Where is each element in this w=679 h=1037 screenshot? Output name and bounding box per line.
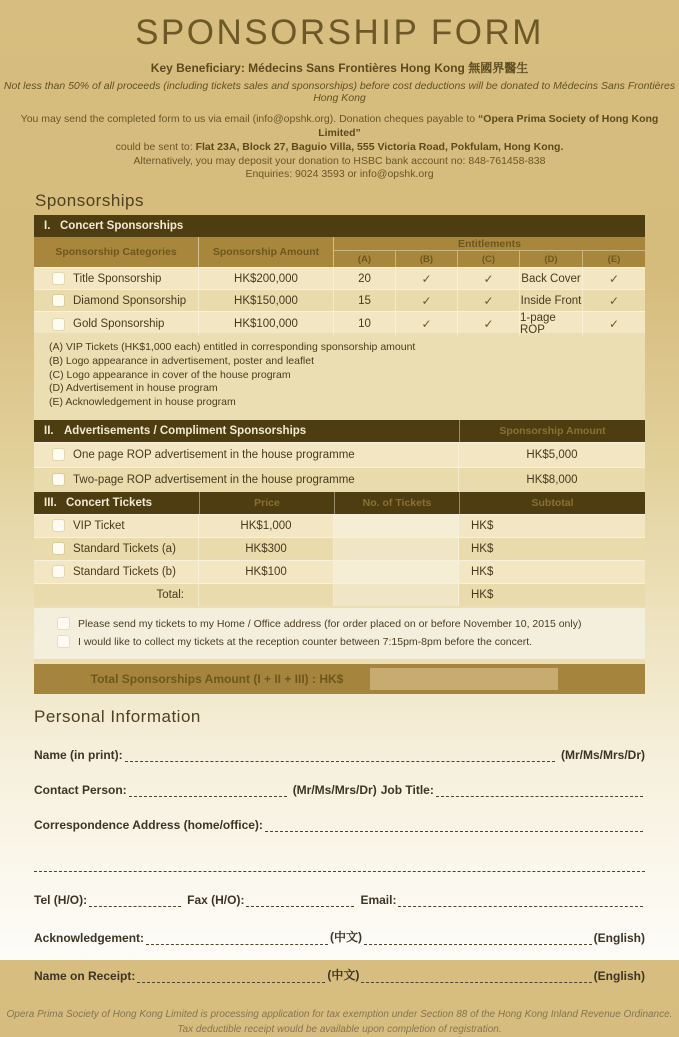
section1-header [34,215,645,237]
option-label: I would like to collect my tickets at the reception counter between 7:15pm-8pm before the concert. [78,635,533,648]
checkmark-icon: ✓ [396,312,458,336]
diamond-sponsorship-checkbox[interactable] [53,295,64,306]
ticket-label: Standard Tickets (b) [73,565,176,578]
note-e: (E) Acknowledgement in house program [49,395,236,408]
checkmark-icon: ✓ [396,268,458,289]
total-sponsorships-label: Total Sponsorships Amount (I + II + III) : HK$ [90,671,344,686]
entitlement-a-cell: 10 [334,312,396,336]
option-label: Please send my tickets to my Home / Office address (for order placed on or before November 10, 2015 only) [78,617,582,630]
tickets-quantity-field[interactable] [334,515,459,537]
vip-ticket-checkbox[interactable] [53,520,64,531]
table-row-standard-ticket-b [34,560,645,583]
table-row-title-sponsorship [34,267,645,289]
tickets-quantity-field[interactable] [334,561,459,583]
personal-information-section [34,707,645,983]
price-cell: HK$100 [199,561,334,583]
instr-line1: You may send the completed form to us via email (info@opshk.org). Donation cheques payable to [20,113,479,125]
address-row-2 [34,859,645,872]
note-d: (D) Advertisement in house program [49,382,218,395]
acknowledgement-chinese-field[interactable] [146,932,328,945]
option-collect-at-reception [34,633,645,651]
receipt-name-label: Name on Receipt: [34,968,136,983]
sponsorships-panel [34,215,645,693]
ad-description: One page ROP advertisement in the house programme [73,448,355,461]
acknowledgement-english-field[interactable] [364,932,592,945]
receipt-chinese-field[interactable] [137,970,325,983]
tickets-quantity-field [334,584,459,606]
instr-line3: Alternatively, you may deposit your donation to HSBC bank account no: 848-761458-838 [133,154,546,167]
table-row-tickets-total [34,583,645,606]
fax-label: Fax (H/O): [187,892,245,907]
job-title-field[interactable] [436,784,643,797]
mailing-address: Flat 23A, Block 27, Baguio Villa, 555 Victoria Road, Pokfulam, Hong Kong. [195,140,564,153]
col-entitlement-d: (D) [520,251,583,267]
standard-ticket-a-checkbox[interactable] [53,543,64,554]
price-cell-empty [199,584,334,606]
section2-header [34,420,645,442]
col-price: Price [199,492,334,514]
col-entitlement-a: (A) [334,251,396,267]
checkmark-icon: ✓ [458,290,520,311]
amount-cell: HK$150,000 [199,290,334,311]
col-subtotal: Subtotal [459,492,645,514]
entitlement-notes [34,333,645,419]
chinese-label: (中文) [330,929,363,944]
section2-title: Advertisements / Compliment Sponsorships [64,424,307,437]
section3-header [34,492,645,514]
entitlement-d-cell: 1-page ROP [520,312,583,336]
standard-ticket-b-checkbox[interactable] [53,566,64,577]
page-title: SPONSORSHIP FORM [135,13,544,52]
one-page-rop-checkbox[interactable] [53,449,64,460]
checkmark-icon: ✓ [458,268,520,289]
price-cell: HK$1,000 [199,515,334,537]
checkmark-icon: ✓ [608,293,620,308]
subtotal-cell[interactable]: HK$ [471,519,494,532]
section3-number: III. [44,496,57,509]
col-sponsorship-categories: Sponsorship Categories [34,237,199,267]
category-label: Diamond Sponsorship [73,294,187,307]
two-page-rop-checkbox[interactable] [53,474,64,485]
send-to-address-checkbox[interactable] [58,618,69,629]
name-title-options: (Mr/Ms/Mrs/Dr) [560,747,645,762]
checkmark-icon: ✓ [608,317,620,332]
note-b: (B) Logo appearance in advertisement, poster and leaflet [49,354,314,367]
acknowledgement-label: Acknowledgement: [34,930,145,945]
address-row [34,818,645,832]
email-field[interactable] [398,894,643,907]
checkmark-icon: ✓ [396,290,458,311]
entitlements-header-group [334,237,645,267]
entitlement-a-cell: 15 [334,290,396,311]
col-entitlement-e: (E) [607,253,621,265]
fax-field[interactable] [246,894,354,907]
category-label: Title Sponsorship [73,272,162,285]
checkmark-icon: ✓ [458,312,520,336]
section3-title: Concert Tickets [66,496,153,509]
ticket-label: VIP Ticket [73,519,125,532]
amount-cell: HK$200,000 [199,268,334,289]
total-amount-input[interactable] [370,668,558,690]
gold-sponsorship-checkbox[interactable] [53,319,64,330]
col-no-of-tickets: No. of Tickets [334,492,459,514]
address-label: Correspondence Address (home/office): [34,817,263,832]
receipt-name-row [34,966,645,983]
collect-at-reception-checkbox[interactable] [58,636,69,647]
address-field-line1[interactable] [265,819,643,832]
col-entitlement-b: (B) [396,251,458,267]
name-label: Name (in print): [34,747,123,762]
personal-information-heading: Personal Information [34,706,201,726]
tel-fax-email-row [34,893,645,907]
subtotal-cell[interactable]: HK$ [471,542,494,555]
contact-person-label: Contact Person: [34,782,127,797]
checkmark-icon: ✓ [608,271,620,286]
total-sponsorships-bar [34,664,645,694]
subtotal-cell[interactable]: HK$ [471,565,494,578]
instr-line4: Enquiries: 9024 3593 or info@opshk.org [245,168,434,181]
acknowledgement-row [34,928,645,945]
amount-cell: HK$5,000 [526,448,578,461]
entitlement-a-cell: 20 [334,268,396,289]
ticket-delivery-options [34,608,645,659]
table-row-diamond-sponsorship [34,289,645,311]
category-label: Gold Sponsorship [73,318,165,331]
name-row [34,748,645,762]
submission-instructions [0,113,679,182]
total-subtotal-cell[interactable]: HK$ [471,588,494,601]
english-label: (English) [593,930,645,945]
note-c: (C) Logo appearance in cover of the house program [49,368,291,381]
amount-cell: HK$8,000 [526,473,578,486]
price-cell: HK$300 [199,538,334,560]
key-beneficiary-line: Key Beneficiary: Médecins Sans Frontières Hong Kong 無國界醫生 [150,61,529,75]
table-row-one-page-rop [34,442,645,467]
address-field-line2[interactable] [34,859,645,872]
english-label: (English) [593,968,645,983]
receipt-english-field[interactable] [361,970,591,983]
entitlement-letter-columns [334,251,645,267]
entitlement-d-cell: Back Cover [520,268,583,289]
table-row-vip-ticket [34,514,645,537]
tickets-quantity-field[interactable] [334,538,459,560]
option-send-to-address [34,615,645,633]
footnote-line1: Opera Prima Society of Hong Kong Limited is processing application for tax exemption under Section 88 of the Hong Kong Inland Revenue Ordinance. [6,1008,673,1020]
payee-name: “Opera Prima Society of Hong Kong Limited” [318,113,659,139]
table-row-gold-sponsorship [34,311,645,337]
instr-line2: could be sent to: [115,140,196,153]
section1-column-headers [34,237,645,267]
ad-description: Two-page ROP advertisement in the house programme [73,473,355,486]
tax-exemption-footnote [0,1007,679,1037]
table-row-two-page-rop [34,467,645,492]
section1-title: Concert Sponsorships [60,220,184,233]
col-entitlements: Entitlements [334,237,645,251]
sponsorships-heading: Sponsorships [35,191,145,211]
email-label: Email: [360,892,397,907]
name-field[interactable] [125,749,555,762]
amount-cell: HK$100,000 [199,312,334,336]
col-sponsorship-amount: Sponsorship Amount [459,420,645,442]
note-a: (A) VIP Tickets (HK$1,000 each) entitled in corresponding sponsorship amount [49,341,416,354]
footnote-line2: Tax deductible receipt would be available upon completion of registration. [177,1023,502,1035]
table-row-standard-ticket-a [34,537,645,560]
section1-number: I. [44,220,51,233]
total-label: Total: [34,584,199,606]
chinese-label: (中文) [327,967,360,982]
ticket-label: Standard Tickets (a) [73,542,176,555]
contact-title-options: (Mr/Ms/Mrs/Dr) [292,782,377,797]
section2-number: II. [44,424,54,437]
proceeds-note: Not less than 50% of all proceeds (including tickets sales and sponsorships) before cost deductions will be donated to Médecins Sans Frontières Hong Kong [3,80,676,104]
title-sponsorship-checkbox[interactable] [53,273,64,284]
contact-person-field[interactable] [129,784,287,797]
job-title-label: Job Title: [380,782,434,797]
contact-row [34,783,645,797]
col-sponsorship-amount: Sponsorship Amount [199,237,334,267]
col-entitlement-c: (C) [458,251,520,267]
entitlement-d-cell: Inside Front [520,290,583,311]
tel-field[interactable] [89,894,181,907]
tel-label: Tel (H/O): [34,892,88,907]
